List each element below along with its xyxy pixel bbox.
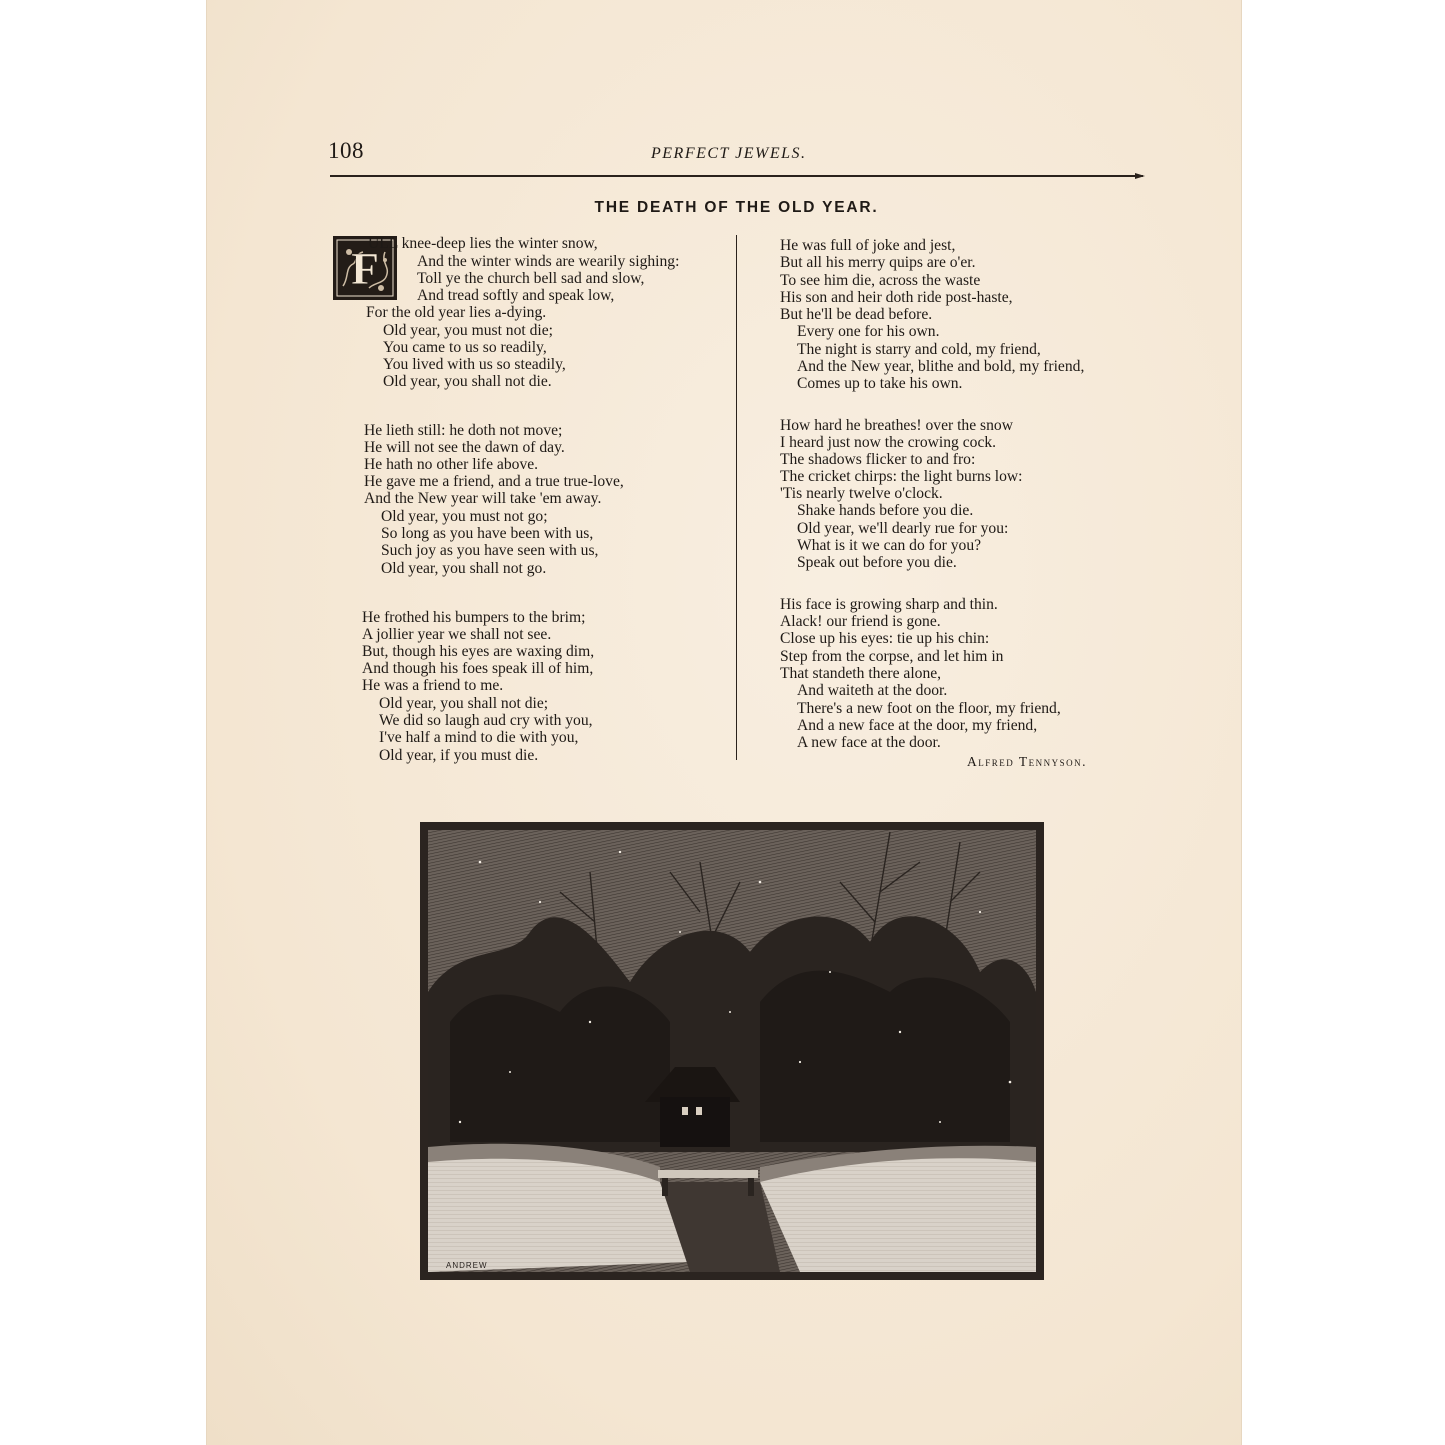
- poem-line: And though his foes speak ill of him,: [362, 660, 594, 677]
- poem-title: THE DEATH OF THE OLD YEAR.: [594, 199, 879, 216]
- poem-line: Old year, if you must die.: [379, 747, 539, 764]
- poem-line: Old year, you shall not go.: [381, 560, 547, 577]
- poem-line: And the New year, blithe and bold, my friend,: [797, 358, 1085, 375]
- winter-engraving: [420, 822, 1044, 1280]
- poem-line: And waiteth at the door.: [797, 682, 948, 699]
- poem-line: Speak out before you die.: [797, 554, 957, 571]
- poem-line: A new face at the door.: [797, 734, 941, 751]
- poem-line: He lieth still: he doth not move;: [364, 422, 563, 439]
- poem-line: Alack! our friend is gone.: [780, 613, 941, 630]
- poem-line: He was a friend to me.: [362, 677, 504, 694]
- page-number: 108: [328, 138, 364, 163]
- poem-line: But, though his eyes are waxing dim,: [362, 643, 595, 660]
- illustration-image: [420, 822, 1044, 1280]
- poem-line: His face is growing sharp and thin.: [780, 596, 998, 613]
- svg-text:F: F: [350, 243, 380, 294]
- poem-author: Alfred Tennyson.: [967, 754, 1088, 769]
- poem-line: He gave me a friend, and a true true-love,: [364, 473, 624, 490]
- poem-line: I heard just now the crowing cock.: [780, 434, 997, 451]
- poem-line: You lived with us so steadily,: [383, 356, 566, 373]
- poem-line: So long as you have been with us,: [381, 525, 594, 542]
- poem-line: He was full of joke and jest,: [780, 237, 956, 254]
- poem-line: The shadows flicker to and fro:: [780, 451, 976, 468]
- poem-line: And the New year will take 'em away.: [364, 490, 602, 507]
- poem-line: He will not see the dawn of day.: [364, 439, 565, 456]
- poem-line: How hard he breathes! over the snow: [780, 417, 1013, 434]
- poem-line: Old year, you must not die;: [383, 322, 554, 339]
- poem-line: We did so laugh aud cry with you,: [379, 712, 593, 729]
- poem-line: Every one for his own.: [797, 323, 940, 340]
- running-title: PERFECT JEWELS.: [651, 145, 807, 162]
- poem-line: Comes up to take his own.: [797, 375, 963, 392]
- poem-line: The cricket chirps: the light burns low:: [780, 468, 1023, 485]
- poem-line: What is it we can do for you?: [797, 537, 982, 554]
- poem-line: The night is starry and cold, my friend,: [797, 341, 1041, 358]
- engraver-signature: ANDREW: [446, 1261, 488, 1270]
- poem-line: I've half a mind to die with you,: [379, 729, 579, 746]
- poem-line: Such joy as you have seen with us,: [381, 542, 599, 559]
- poem-line: And a new face at the door, my friend,: [797, 717, 1038, 734]
- poem-line: To see him die, across the waste: [780, 272, 981, 289]
- poem-line: Old year, you must not go;: [381, 508, 548, 525]
- poem-line: But all his merry quips are o'er.: [780, 254, 976, 271]
- poem-line: But he'll be dead before.: [780, 306, 933, 323]
- column-divider: [736, 235, 737, 760]
- poem-line: ULL knee-deep lies the winter snow,: [368, 235, 598, 252]
- poem-line: A jollier year we shall not see.: [362, 626, 552, 643]
- poem-line: Old year, we'll dearly rue for you:: [797, 520, 1009, 537]
- poem-line: Old year, you shall not die.: [383, 373, 552, 390]
- poem-line: You came to us so readily,: [383, 339, 547, 356]
- poem-line: Close up his eyes: tie up his chin:: [780, 630, 990, 647]
- poem-line: For the old year lies a-dying.: [366, 304, 547, 321]
- poem-line: He hath no other life above.: [364, 456, 539, 473]
- poem-line: And the winter winds are wearily sighing:: [417, 253, 680, 270]
- poem-line: He frothed his bumpers to the brim;: [362, 609, 586, 626]
- poem-line: His son and heir doth ride post-haste,: [780, 289, 1013, 306]
- poem-line: Shake hands before you die.: [797, 502, 974, 519]
- poem-line: Old year, you shall not die;: [379, 695, 549, 712]
- poem-line: There's a new foot on the floor, my friend,: [797, 700, 1061, 717]
- poem-line: 'Tis nearly twelve o'clock.: [780, 485, 943, 502]
- poem-line: Toll ye the church bell sad and slow,: [417, 270, 645, 287]
- poem-line: Step from the corpse, and let him in: [780, 648, 1004, 665]
- header-rule: [330, 175, 1143, 177]
- poem-line: And tread softly and speak low,: [417, 287, 615, 304]
- poem-line: That standeth there alone,: [780, 665, 942, 682]
